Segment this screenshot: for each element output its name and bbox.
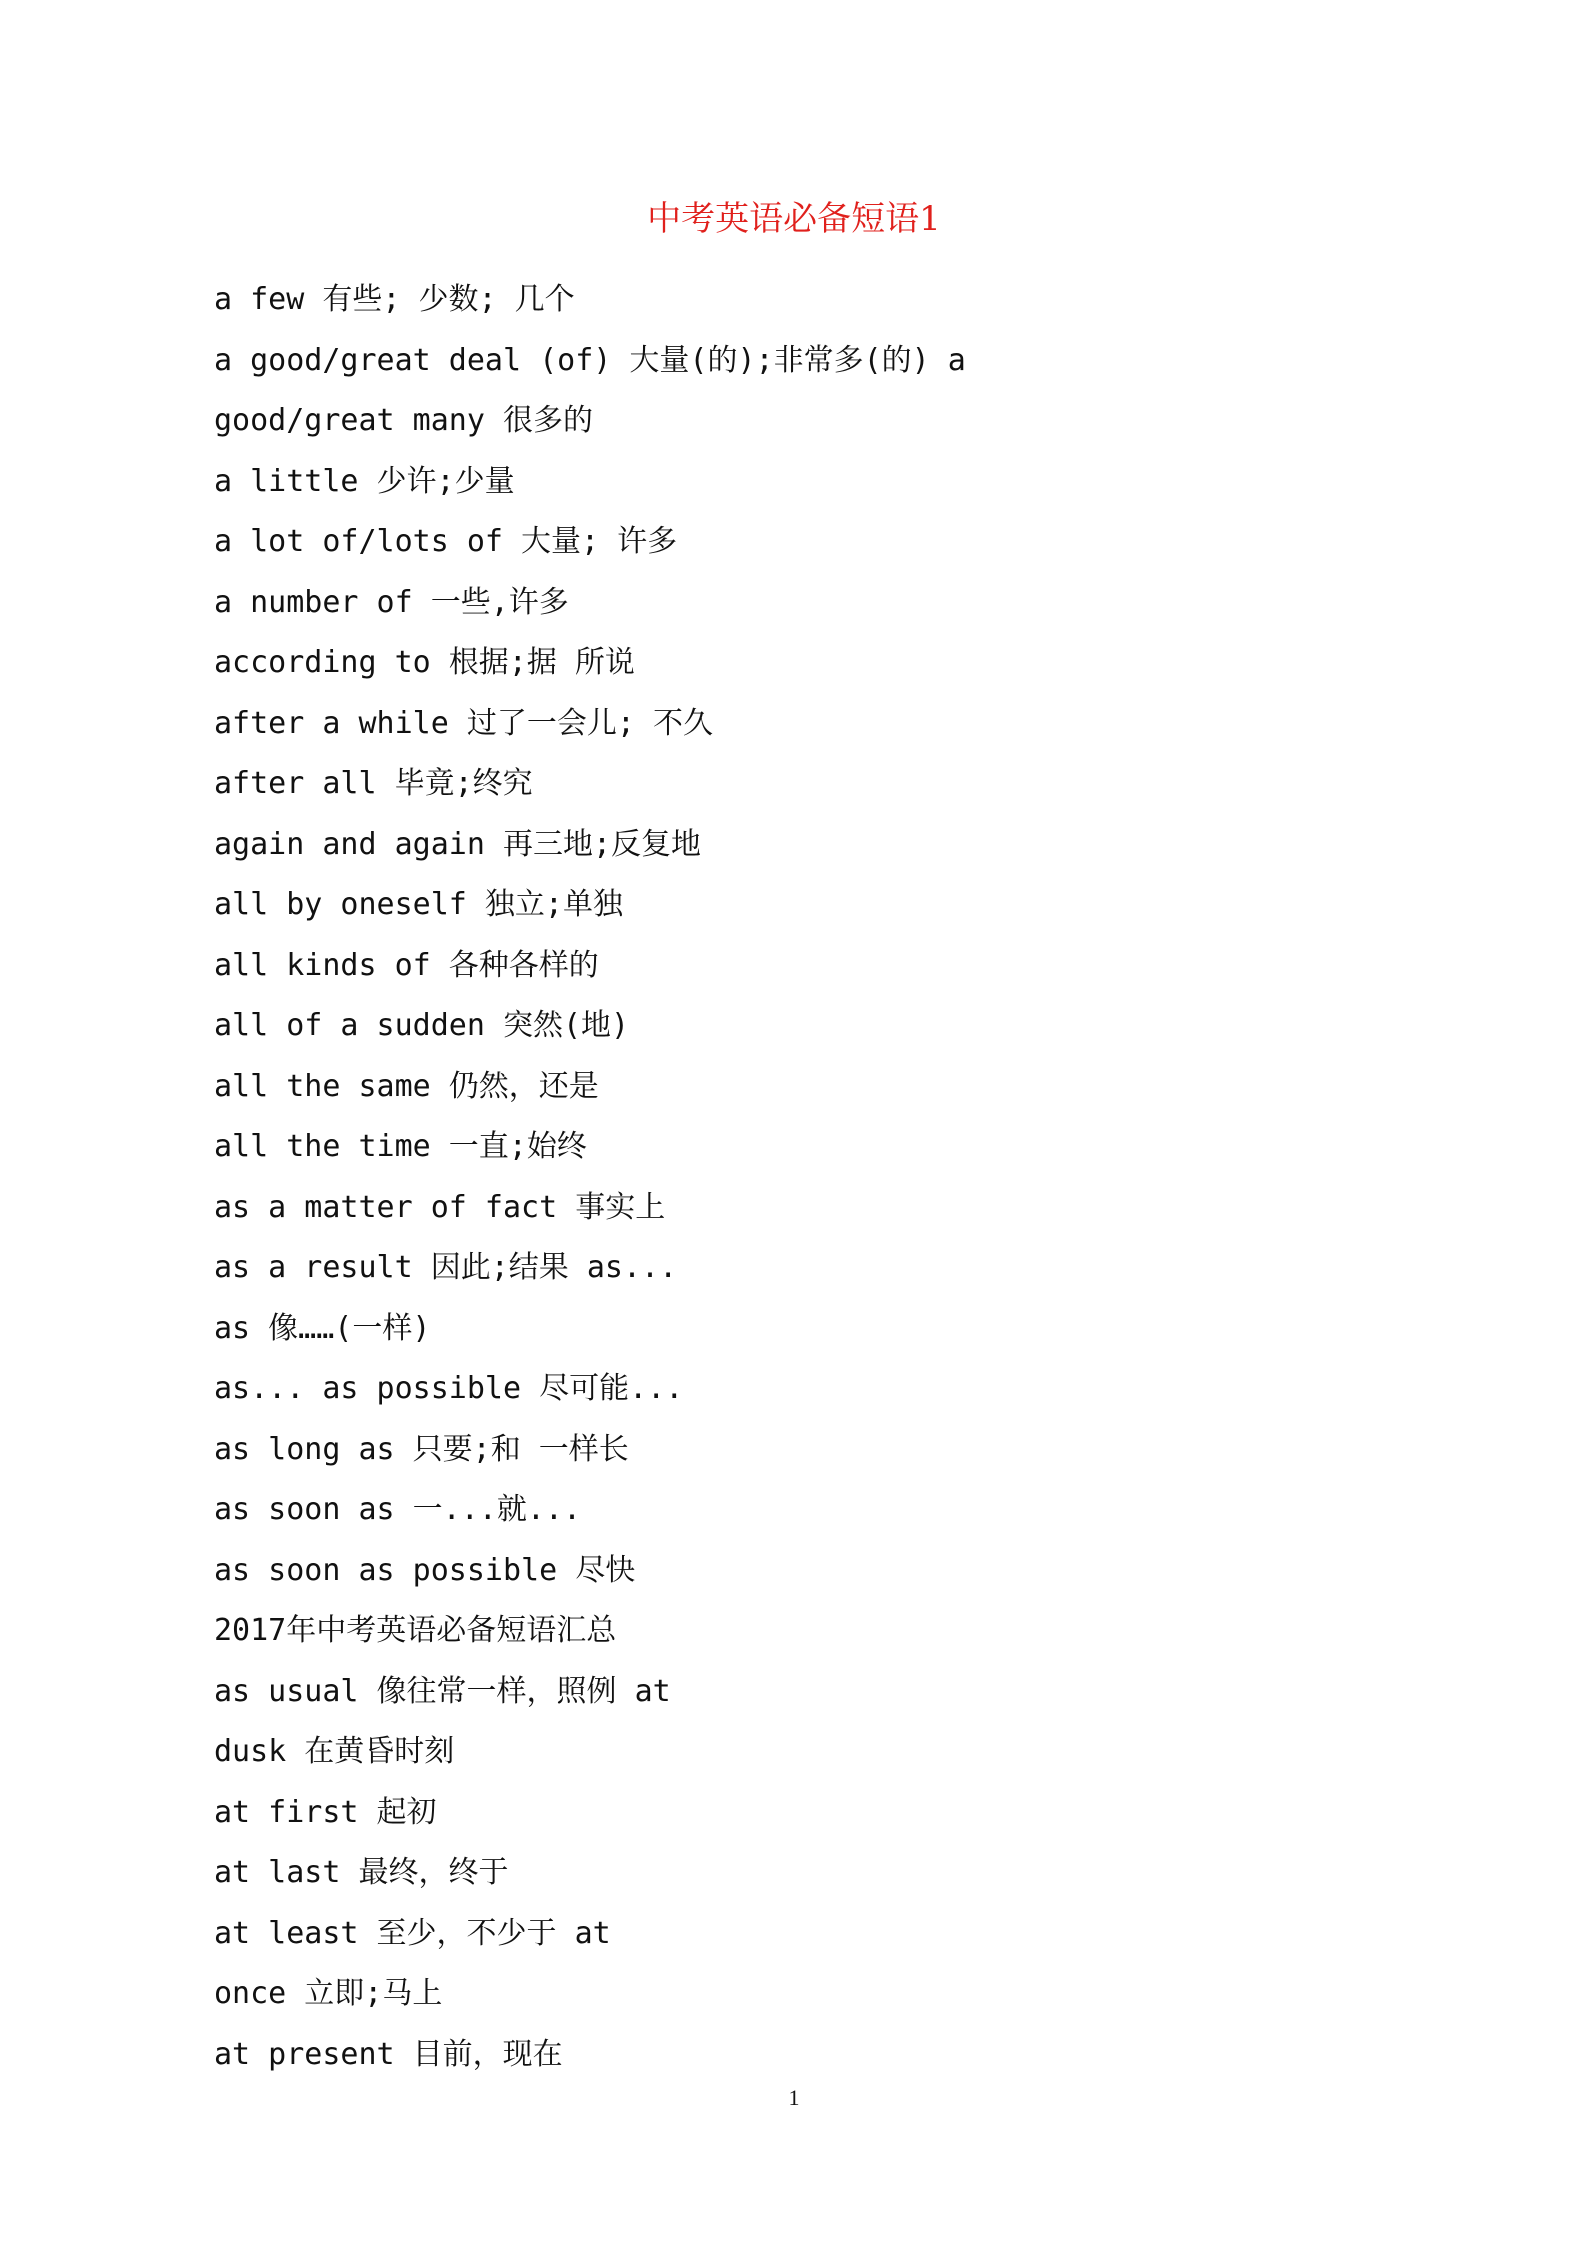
- phrase-line: as long as 只要;和 一样长: [214, 1431, 629, 1467]
- phrase-line: as... as possible 尽可能...: [214, 1371, 684, 1406]
- phrase-line: a few 有些; 少数; 几个: [214, 282, 575, 317]
- phrase-line: good/great many 很多的: [214, 403, 593, 438]
- phrase-line: once 立即;马上: [214, 1976, 443, 2011]
- phrase-list: [214, 270, 1414, 2085]
- phrase-line: again and again 再三地;反复地: [214, 826, 702, 862]
- phrase-line: a little 少许;少量: [214, 463, 515, 499]
- phrase-line: as 像……(一样): [214, 1310, 431, 1346]
- phrase-line: as soon as 一...就...: [214, 1492, 582, 1527]
- phrase-line: at least 至少，不少于 at: [214, 1915, 611, 1951]
- phrase-line: all the time 一直;始终: [214, 1129, 587, 1164]
- phrase-line: as a result 因此;结果 as...: [214, 1250, 678, 1285]
- page-number: 1: [788, 2085, 800, 2110]
- phrase-line: at present 目前，现在: [214, 2036, 563, 2072]
- phrase-line: after a while 过了一会儿; 不久: [214, 705, 713, 741]
- phrase-line: after all 毕竟;终究: [214, 766, 533, 801]
- page-title: 中考英语必备短语1: [647, 199, 941, 239]
- phrase-line: a lot of/lots of 大量; 许多: [214, 524, 678, 559]
- phrase-line: according to 根据;据 所说: [214, 645, 635, 680]
- phrase-line: dusk 在黄昏时刻: [214, 1734, 455, 1769]
- phrase-line: all the same 仍然，还是: [214, 1068, 599, 1104]
- phrase-line: a good/great deal (of) 大量(的);非常多(的) a: [214, 342, 966, 378]
- phrase-line: all by oneself 独立;单独: [214, 887, 623, 922]
- phrase-line: as usual 像往常一样，照例 at: [214, 1673, 671, 1709]
- phrase-line: at first 起初: [214, 1794, 437, 1830]
- section-heading-line: 2017年中考英语必备短语汇总: [214, 1613, 617, 1648]
- phrase-line: all kinds of 各种各样的: [214, 947, 599, 983]
- phrase-line: as soon as possible 尽快: [214, 1552, 636, 1588]
- phrase-line: as a matter of fact 事实上: [214, 1189, 666, 1225]
- phrase-line: all of a sudden 突然(地): [214, 1008, 630, 1043]
- phrase-line: at last 最终，终于: [214, 1855, 509, 1890]
- phrase-line: a number of 一些,许多: [214, 584, 569, 620]
